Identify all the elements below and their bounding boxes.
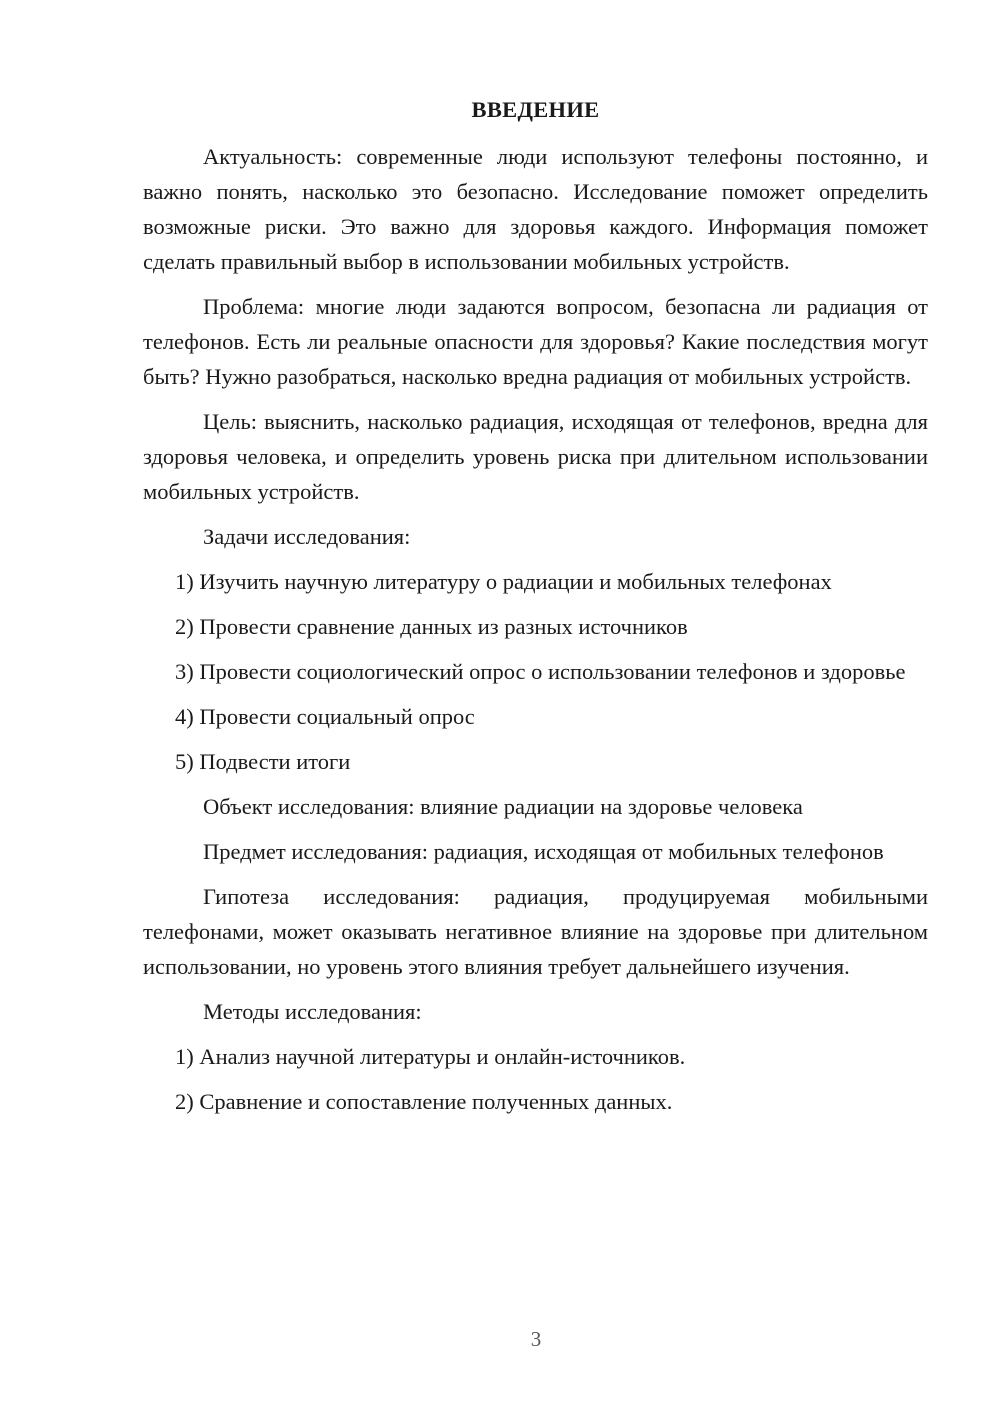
task-item-1: 1) Изучить научную литературу о радиации и мобильных телефонах	[175, 569, 832, 594]
document-page	[143, 92, 928, 1129]
relevance-paragraph: Актуальность: современные люди используют телефоны постоянно, и важно понять, насколько это безопасно. Исследование поможет определить возможные риски. Это важно для здоровья каждого. Информация поможет сделать правильный выбор в использовании мобильных устройств.	[143, 144, 928, 274]
method-item-1: 1) Анализ научной литературы и онлайн-источников.	[175, 1044, 686, 1069]
section-title: ВВЕДЕНИЕ	[471, 97, 600, 122]
subject-paragraph: Предмет исследования: радиация, исходящая от мобильных телефонов	[203, 839, 884, 864]
problem-paragraph: Проблема: многие люди задаются вопросом, безопасна ли радиация от телефонов. Есть ли реальные опасности для здоровья? Какие последствия могут быть? Нужно разобраться, насколько вредна радиация от мобильных устройств.	[143, 294, 928, 389]
task-item-2: 2) Провести сравнение данных из разных источников	[175, 614, 688, 639]
task-item-5: 5) Подвести итоги	[175, 749, 351, 774]
methods-heading: Методы исследования:	[203, 999, 422, 1024]
object-paragraph: Объект исследования: влияние радиации на здоровье человека	[203, 794, 803, 819]
page-number: 3	[530, 1327, 542, 1351]
task-item-4: 4) Провести социальный опрос	[175, 704, 475, 729]
method-item-2: 2) Сравнение и сопоставление полученных данных.	[175, 1089, 673, 1114]
task-item-3: 3) Провести социологический опрос о использовании телефонов и здоровье	[175, 659, 906, 684]
goal-paragraph: Цель: выяснить, насколько радиация, исходящая от телефонов, вредна для здоровья человека, и определить уровень риска при длительном использовании мобильных устройств.	[143, 409, 928, 504]
hypothesis-paragraph: Гипотеза исследования: радиация, продуцируемая мобильными телефонами, может оказывать негативное влияние на здоровье при длительном использовании, но уровень этого влияния требует дальнейшего изучения.	[143, 884, 928, 979]
tasks-heading: Задачи исследования:	[203, 524, 411, 549]
